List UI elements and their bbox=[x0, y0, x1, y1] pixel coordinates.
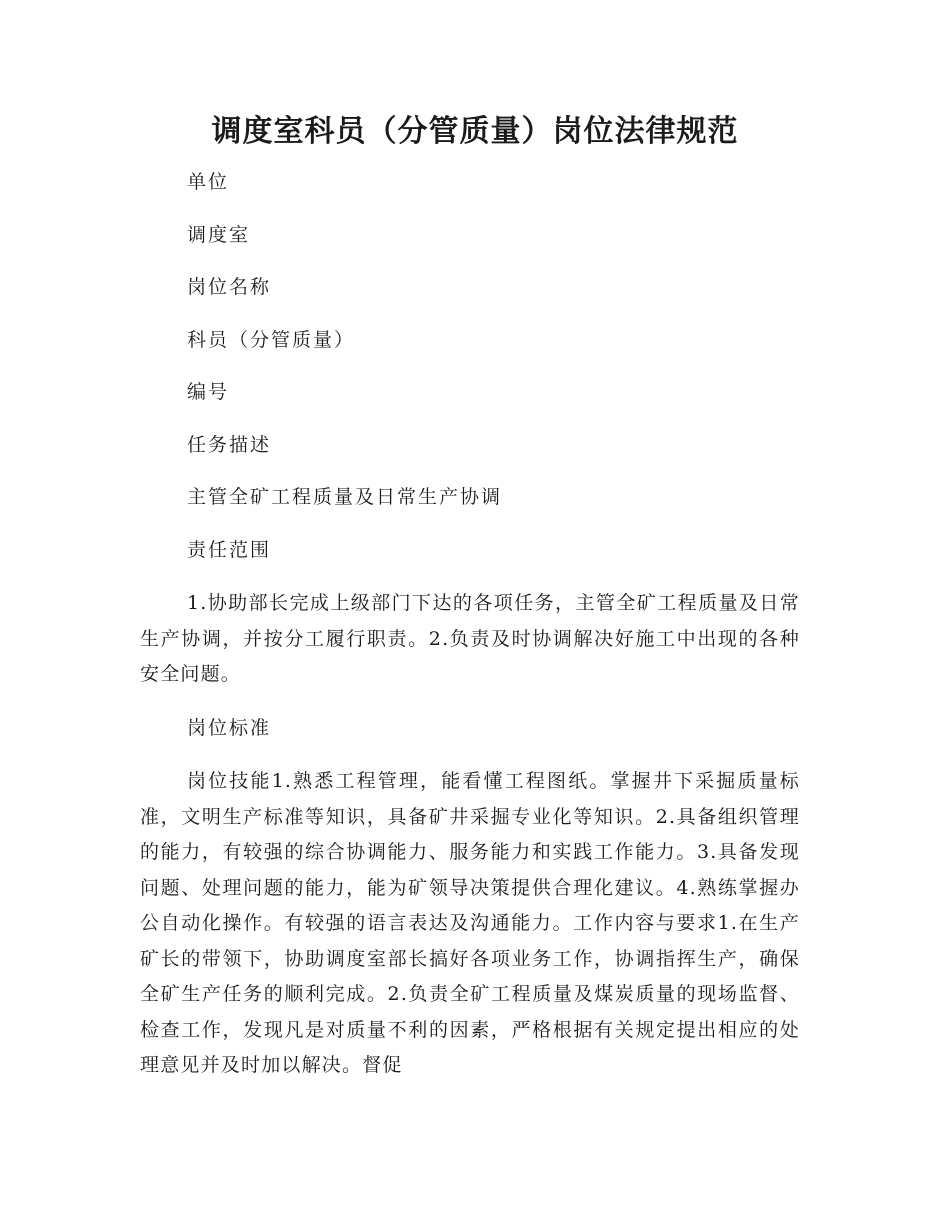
field-responsibility-label: 责任范围 bbox=[187, 539, 272, 561]
field-task-description-value: 主管全矿工程质量及日常生产协调 bbox=[187, 486, 503, 508]
field-position-name-label: 岗位名称 bbox=[187, 276, 272, 298]
standard-paragraph: 岗位技能1.熟悉工程管理，能看懂工程图纸。掌握井下采掘质量标准，文明生产标准等知识，具备矿井采掘专业化等知识。2.具备组织管理的能力，有较强的综合协调能力、服务能力和实践工作能力。3.具备发现问题、处理问题的能力，能为矿领导决策提供合理化建议。4.熟练掌握办公自动化操作。有较强的语言表达及沟通能力。工作内容与要求1.在生产矿长的带领下，协助调度室部长搞好各项业务工作，协调指挥生产，确保全矿生产任务的顺利完成。2.负责全矿工程质量及煤炭质量的现场监督、检查工作，发现凡是对质量不利的因素，严格根据有关规定提出相应的处理意见并及时加以解决。督促 bbox=[140, 770, 800, 1076]
field-number-label: 编号 bbox=[187, 381, 230, 403]
field-unit-label: 单位 bbox=[187, 171, 230, 193]
responsibility-paragraph: 1.协助部长完成上级部门下达的各项任务，主管全矿工程质量及日常生产协调，并按分工履行职责。2.负责及时协调解决好施工中出现的各种安全问题。 bbox=[140, 592, 800, 685]
standard-label: 岗位标准 bbox=[187, 717, 272, 739]
field-unit-value: 调度室 bbox=[187, 224, 251, 246]
field-position-name-value: 科员（分管质量） bbox=[187, 329, 356, 351]
field-task-description-label: 任务描述 bbox=[187, 434, 272, 456]
document-title: 调度室科员（分管质量）岗位法律规范 bbox=[211, 114, 739, 149]
